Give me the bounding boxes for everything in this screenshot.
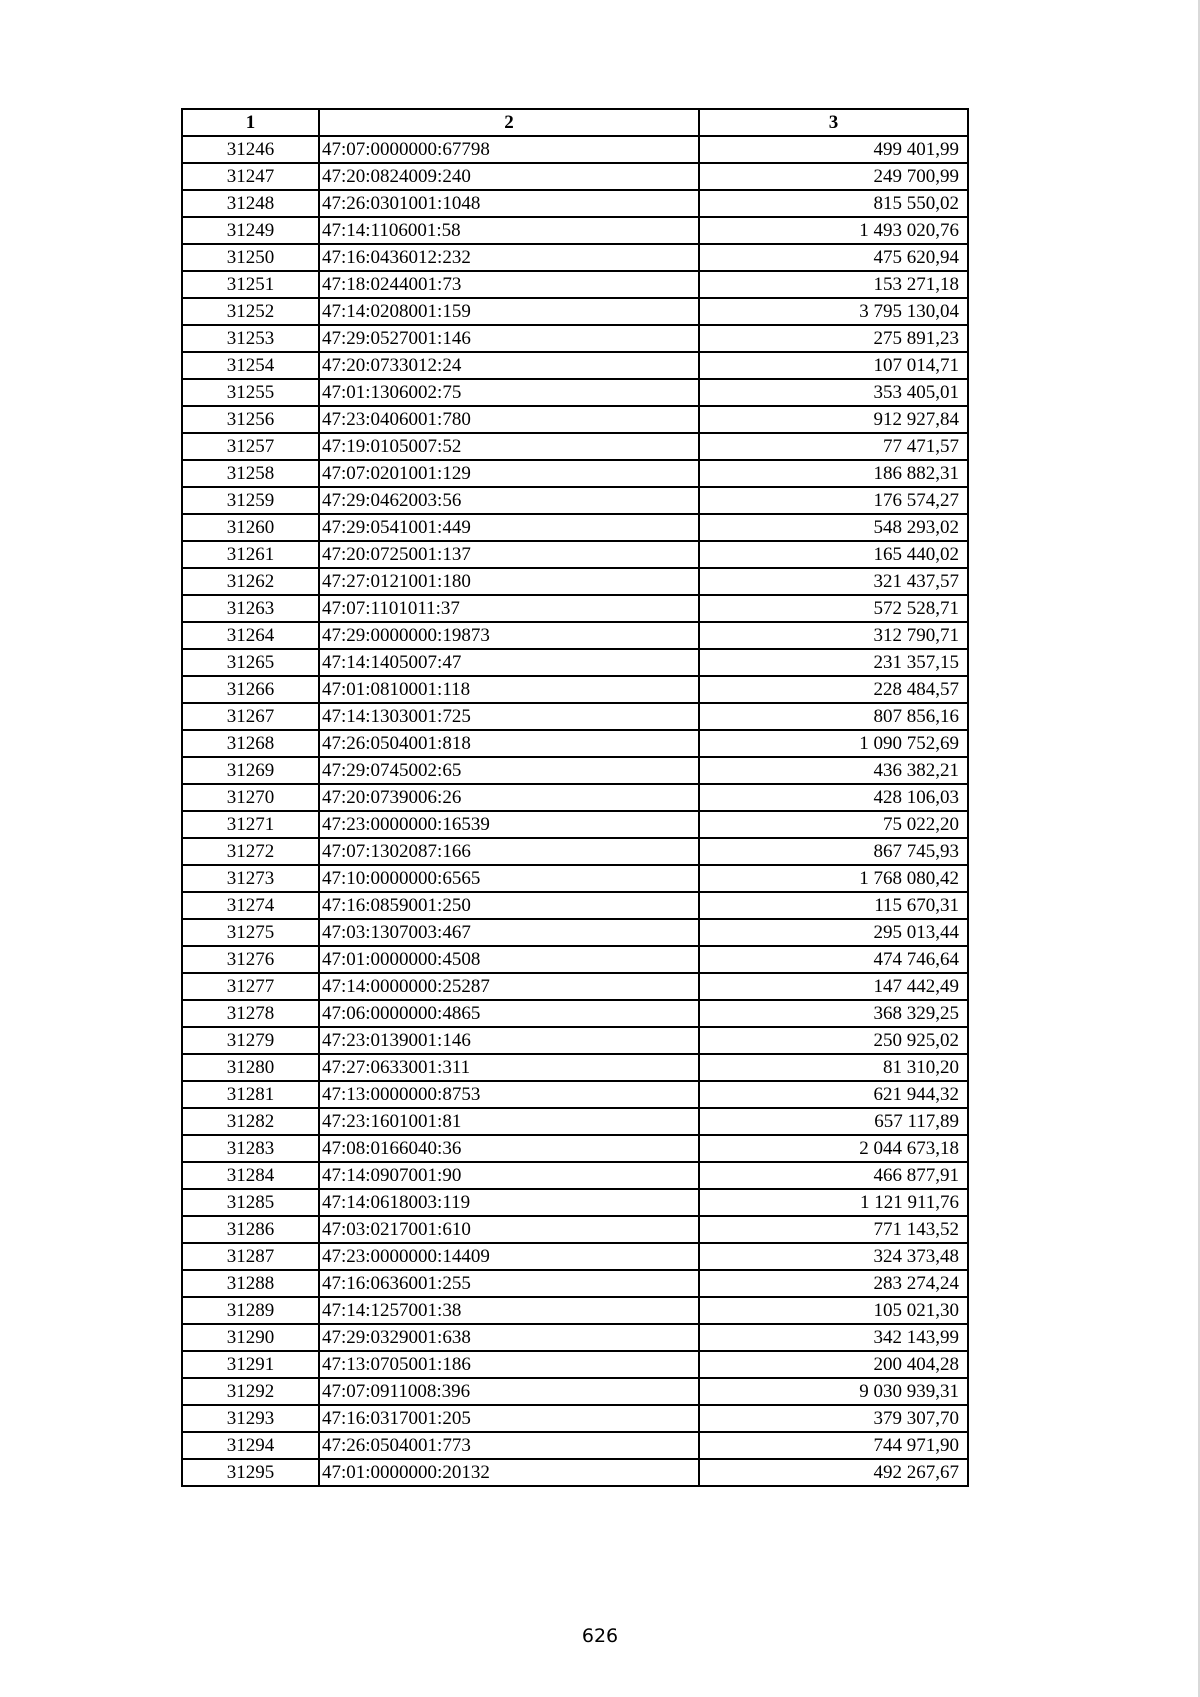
table-row: [182, 487, 968, 514]
row-number-cell: 31267: [182, 703, 319, 730]
row-number-cell: 31260: [182, 514, 319, 541]
row-number-cell: 31280: [182, 1054, 319, 1081]
data-table: [181, 108, 969, 1487]
value-cell: 186 882,31: [699, 460, 968, 487]
value-cell: 295 013,44: [699, 919, 968, 946]
row-number-cell: 31270: [182, 784, 319, 811]
cadastral-number-cell: 47:29:0000000:19873: [319, 622, 699, 649]
row-number-cell: 31276: [182, 946, 319, 973]
value-cell: 200 404,28: [699, 1351, 968, 1378]
row-number-cell: 31269: [182, 757, 319, 784]
table-row: [182, 811, 968, 838]
cadastral-number-cell: 47:01:0810001:118: [319, 676, 699, 703]
value-cell: 1 121 911,76: [699, 1189, 968, 1216]
cadastral-number-cell: 47:20:0824009:240: [319, 163, 699, 190]
cadastral-number-cell: 47:14:1405007:47: [319, 649, 699, 676]
cadastral-number-cell: 47:07:1101011:37: [319, 595, 699, 622]
value-cell: 368 329,25: [699, 1000, 968, 1027]
row-number-cell: 31283: [182, 1135, 319, 1162]
cadastral-number-cell: 47:23:1601001:81: [319, 1108, 699, 1135]
row-number-cell: 31257: [182, 433, 319, 460]
table-row: [182, 1324, 968, 1351]
row-number-cell: 31263: [182, 595, 319, 622]
table-row: [182, 1081, 968, 1108]
table-row: [182, 190, 968, 217]
value-cell: 77 471,57: [699, 433, 968, 460]
table-row: [182, 1297, 968, 1324]
cadastral-number-cell: 47:13:0705001:186: [319, 1351, 699, 1378]
row-number-cell: 31293: [182, 1405, 319, 1432]
table-row: [182, 217, 968, 244]
table-row: [182, 730, 968, 757]
cadastral-number-cell: 47:23:0139001:146: [319, 1027, 699, 1054]
row-number-cell: 31255: [182, 379, 319, 406]
value-cell: 176 574,27: [699, 487, 968, 514]
row-number-cell: 31258: [182, 460, 319, 487]
value-cell: 321 437,57: [699, 568, 968, 595]
header-col-2: 2: [319, 109, 699, 136]
row-number-cell: 31287: [182, 1243, 319, 1270]
cadastral-number-cell: 47:14:0618003:119: [319, 1189, 699, 1216]
value-cell: 283 274,24: [699, 1270, 968, 1297]
cadastral-number-cell: 47:29:0745002:65: [319, 757, 699, 784]
row-number-cell: 31292: [182, 1378, 319, 1405]
value-cell: 147 442,49: [699, 973, 968, 1000]
row-number-cell: 31256: [182, 406, 319, 433]
cadastral-number-cell: 47:23:0000000:16539: [319, 811, 699, 838]
table-row: [182, 1243, 968, 1270]
row-number-cell: 31277: [182, 973, 319, 1000]
cadastral-number-cell: 47:14:0000000:25287: [319, 973, 699, 1000]
table-row: [182, 784, 968, 811]
cadastral-number-cell: 47:26:0504001:773: [319, 1432, 699, 1459]
row-number-cell: 31252: [182, 298, 319, 325]
row-number-cell: 31249: [182, 217, 319, 244]
value-cell: 1 493 020,76: [699, 217, 968, 244]
cadastral-number-cell: 47:07:0000000:67798: [319, 136, 699, 163]
row-number-cell: 31268: [182, 730, 319, 757]
value-cell: 815 550,02: [699, 190, 968, 217]
row-number-cell: 31266: [182, 676, 319, 703]
value-cell: 912 927,84: [699, 406, 968, 433]
table-row: [182, 865, 968, 892]
cadastral-number-cell: 47:13:0000000:8753: [319, 1081, 699, 1108]
value-cell: 342 143,99: [699, 1324, 968, 1351]
row-number-cell: 31273: [182, 865, 319, 892]
cadastral-number-cell: 47:07:0201001:129: [319, 460, 699, 487]
cadastral-number-cell: 47:14:0208001:159: [319, 298, 699, 325]
row-number-cell: 31250: [182, 244, 319, 271]
cadastral-number-cell: 47:20:0739006:26: [319, 784, 699, 811]
table-row: [182, 1459, 968, 1486]
row-number-cell: 31278: [182, 1000, 319, 1027]
value-cell: 474 746,64: [699, 946, 968, 973]
table-row: [182, 1135, 968, 1162]
value-cell: 231 357,15: [699, 649, 968, 676]
header-col-1: 1: [182, 109, 319, 136]
value-cell: 867 745,93: [699, 838, 968, 865]
cadastral-number-cell: 47:27:0121001:180: [319, 568, 699, 595]
table-row: [182, 433, 968, 460]
row-number-cell: 31295: [182, 1459, 319, 1486]
value-cell: 657 117,89: [699, 1108, 968, 1135]
value-cell: 275 891,23: [699, 325, 968, 352]
table-row: [182, 244, 968, 271]
row-number-cell: 31247: [182, 163, 319, 190]
value-cell: 75 022,20: [699, 811, 968, 838]
table-row: [182, 1162, 968, 1189]
cadastral-number-cell: 47:29:0541001:449: [319, 514, 699, 541]
cadastral-number-cell: 47:27:0633001:311: [319, 1054, 699, 1081]
cadastral-number-cell: 47:14:1303001:725: [319, 703, 699, 730]
table-row: [182, 379, 968, 406]
cadastral-number-cell: 47:20:0725001:137: [319, 541, 699, 568]
header-col-3: 3: [699, 109, 968, 136]
table-body: [182, 136, 968, 1486]
page-number: 626: [581, 1625, 619, 1647]
table-row: [182, 595, 968, 622]
table-row: [182, 1054, 968, 1081]
table-row: [182, 271, 968, 298]
table-row: [182, 136, 968, 163]
row-number-cell: 31285: [182, 1189, 319, 1216]
table-row: [182, 1405, 968, 1432]
cadastral-number-cell: 47:01:0000000:4508: [319, 946, 699, 973]
row-number-cell: 31284: [182, 1162, 319, 1189]
row-number-cell: 31291: [182, 1351, 319, 1378]
table-row: [182, 541, 968, 568]
value-cell: 475 620,94: [699, 244, 968, 271]
cadastral-number-cell: 47:29:0462003:56: [319, 487, 699, 514]
value-cell: 2 044 673,18: [699, 1135, 968, 1162]
table-row: [182, 1270, 968, 1297]
value-cell: 250 925,02: [699, 1027, 968, 1054]
value-cell: 436 382,21: [699, 757, 968, 784]
value-cell: 428 106,03: [699, 784, 968, 811]
value-cell: 324 373,48: [699, 1243, 968, 1270]
row-number-cell: 31251: [182, 271, 319, 298]
cadastral-number-cell: 47:26:0504001:818: [319, 730, 699, 757]
table-row: [182, 1432, 968, 1459]
cadastral-number-cell: 47:16:0859001:250: [319, 892, 699, 919]
value-cell: 153 271,18: [699, 271, 968, 298]
row-number-cell: 31246: [182, 136, 319, 163]
row-number-cell: 31275: [182, 919, 319, 946]
table-row: [182, 973, 968, 1000]
table-row: [182, 325, 968, 352]
cadastral-number-cell: 47:01:1306002:75: [319, 379, 699, 406]
cadastral-number-cell: 47:14:1106001:58: [319, 217, 699, 244]
table-row: [182, 919, 968, 946]
value-cell: 353 405,01: [699, 379, 968, 406]
cadastral-number-cell: 47:06:0000000:4865: [319, 1000, 699, 1027]
cadastral-number-cell: 47:29:0527001:146: [319, 325, 699, 352]
value-cell: 105 021,30: [699, 1297, 968, 1324]
value-cell: 499 401,99: [699, 136, 968, 163]
value-cell: 312 790,71: [699, 622, 968, 649]
table-row: [182, 703, 968, 730]
row-number-cell: 31294: [182, 1432, 319, 1459]
table-row: [182, 1216, 968, 1243]
value-cell: 81 310,20: [699, 1054, 968, 1081]
value-cell: 107 014,71: [699, 352, 968, 379]
value-cell: 1 090 752,69: [699, 730, 968, 757]
row-number-cell: 31274: [182, 892, 319, 919]
table-row: [182, 838, 968, 865]
value-cell: 548 293,02: [699, 514, 968, 541]
row-number-cell: 31265: [182, 649, 319, 676]
table-row: [182, 892, 968, 919]
table-row: [182, 514, 968, 541]
cadastral-number-cell: 47:23:0406001:780: [319, 406, 699, 433]
cadastral-number-cell: 47:03:1307003:467: [319, 919, 699, 946]
table-row: [182, 676, 968, 703]
cadastral-number-cell: 47:07:1302087:166: [319, 838, 699, 865]
value-cell: 492 267,67: [699, 1459, 968, 1486]
cadastral-number-cell: 47:14:1257001:38: [319, 1297, 699, 1324]
cadastral-number-cell: 47:19:0105007:52: [319, 433, 699, 460]
row-number-cell: 31248: [182, 190, 319, 217]
table-row: [182, 460, 968, 487]
value-cell: 3 795 130,04: [699, 298, 968, 325]
row-number-cell: 31289: [182, 1297, 319, 1324]
table-header: [182, 109, 968, 136]
value-cell: 115 670,31: [699, 892, 968, 919]
cadastral-number-cell: 47:16:0317001:205: [319, 1405, 699, 1432]
value-cell: 228 484,57: [699, 676, 968, 703]
value-cell: 466 877,91: [699, 1162, 968, 1189]
row-number-cell: 31282: [182, 1108, 319, 1135]
cadastral-number-cell: 47:14:0907001:90: [319, 1162, 699, 1189]
row-number-cell: 31259: [182, 487, 319, 514]
row-number-cell: 31253: [182, 325, 319, 352]
table-row: [182, 1000, 968, 1027]
row-number-cell: 31288: [182, 1270, 319, 1297]
row-number-cell: 31272: [182, 838, 319, 865]
value-cell: 165 440,02: [699, 541, 968, 568]
value-cell: 9 030 939,31: [699, 1378, 968, 1405]
cadastral-number-cell: 47:16:0636001:255: [319, 1270, 699, 1297]
row-number-cell: 31290: [182, 1324, 319, 1351]
header-row: [182, 109, 968, 136]
value-cell: 744 971,90: [699, 1432, 968, 1459]
table-row: [182, 1189, 968, 1216]
cadastral-number-cell: 47:16:0436012:232: [319, 244, 699, 271]
row-number-cell: 31271: [182, 811, 319, 838]
value-cell: 771 143,52: [699, 1216, 968, 1243]
row-number-cell: 31254: [182, 352, 319, 379]
table-row: [182, 298, 968, 325]
row-number-cell: 31262: [182, 568, 319, 595]
value-cell: 621 944,32: [699, 1081, 968, 1108]
cadastral-number-cell: 47:03:0217001:610: [319, 1216, 699, 1243]
cadastral-number-cell: 47:01:0000000:20132: [319, 1459, 699, 1486]
cadastral-number-cell: 47:18:0244001:73: [319, 271, 699, 298]
table-row: [182, 568, 968, 595]
table-container: [181, 108, 967, 1487]
table-row: [182, 352, 968, 379]
value-cell: 379 307,70: [699, 1405, 968, 1432]
row-number-cell: 31286: [182, 1216, 319, 1243]
row-number-cell: 31264: [182, 622, 319, 649]
table-row: [182, 1108, 968, 1135]
value-cell: 1 768 080,42: [699, 865, 968, 892]
table-row: [182, 1351, 968, 1378]
table-row: [182, 1378, 968, 1405]
cadastral-number-cell: 47:20:0733012:24: [319, 352, 699, 379]
row-number-cell: 31261: [182, 541, 319, 568]
value-cell: 249 700,99: [699, 163, 968, 190]
value-cell: 807 856,16: [699, 703, 968, 730]
cadastral-number-cell: 47:10:0000000:6565: [319, 865, 699, 892]
cadastral-number-cell: 47:08:0166040:36: [319, 1135, 699, 1162]
cadastral-number-cell: 47:29:0329001:638: [319, 1324, 699, 1351]
table-row: [182, 757, 968, 784]
table-row: [182, 406, 968, 433]
table-row: [182, 649, 968, 676]
cadastral-number-cell: 47:26:0301001:1048: [319, 190, 699, 217]
table-row: [182, 946, 968, 973]
table-row: [182, 622, 968, 649]
row-number-cell: 31279: [182, 1027, 319, 1054]
cadastral-number-cell: 47:23:0000000:14409: [319, 1243, 699, 1270]
table-row: [182, 163, 968, 190]
cadastral-number-cell: 47:07:0911008:396: [319, 1378, 699, 1405]
value-cell: 572 528,71: [699, 595, 968, 622]
row-number-cell: 31281: [182, 1081, 319, 1108]
table-row: [182, 1027, 968, 1054]
